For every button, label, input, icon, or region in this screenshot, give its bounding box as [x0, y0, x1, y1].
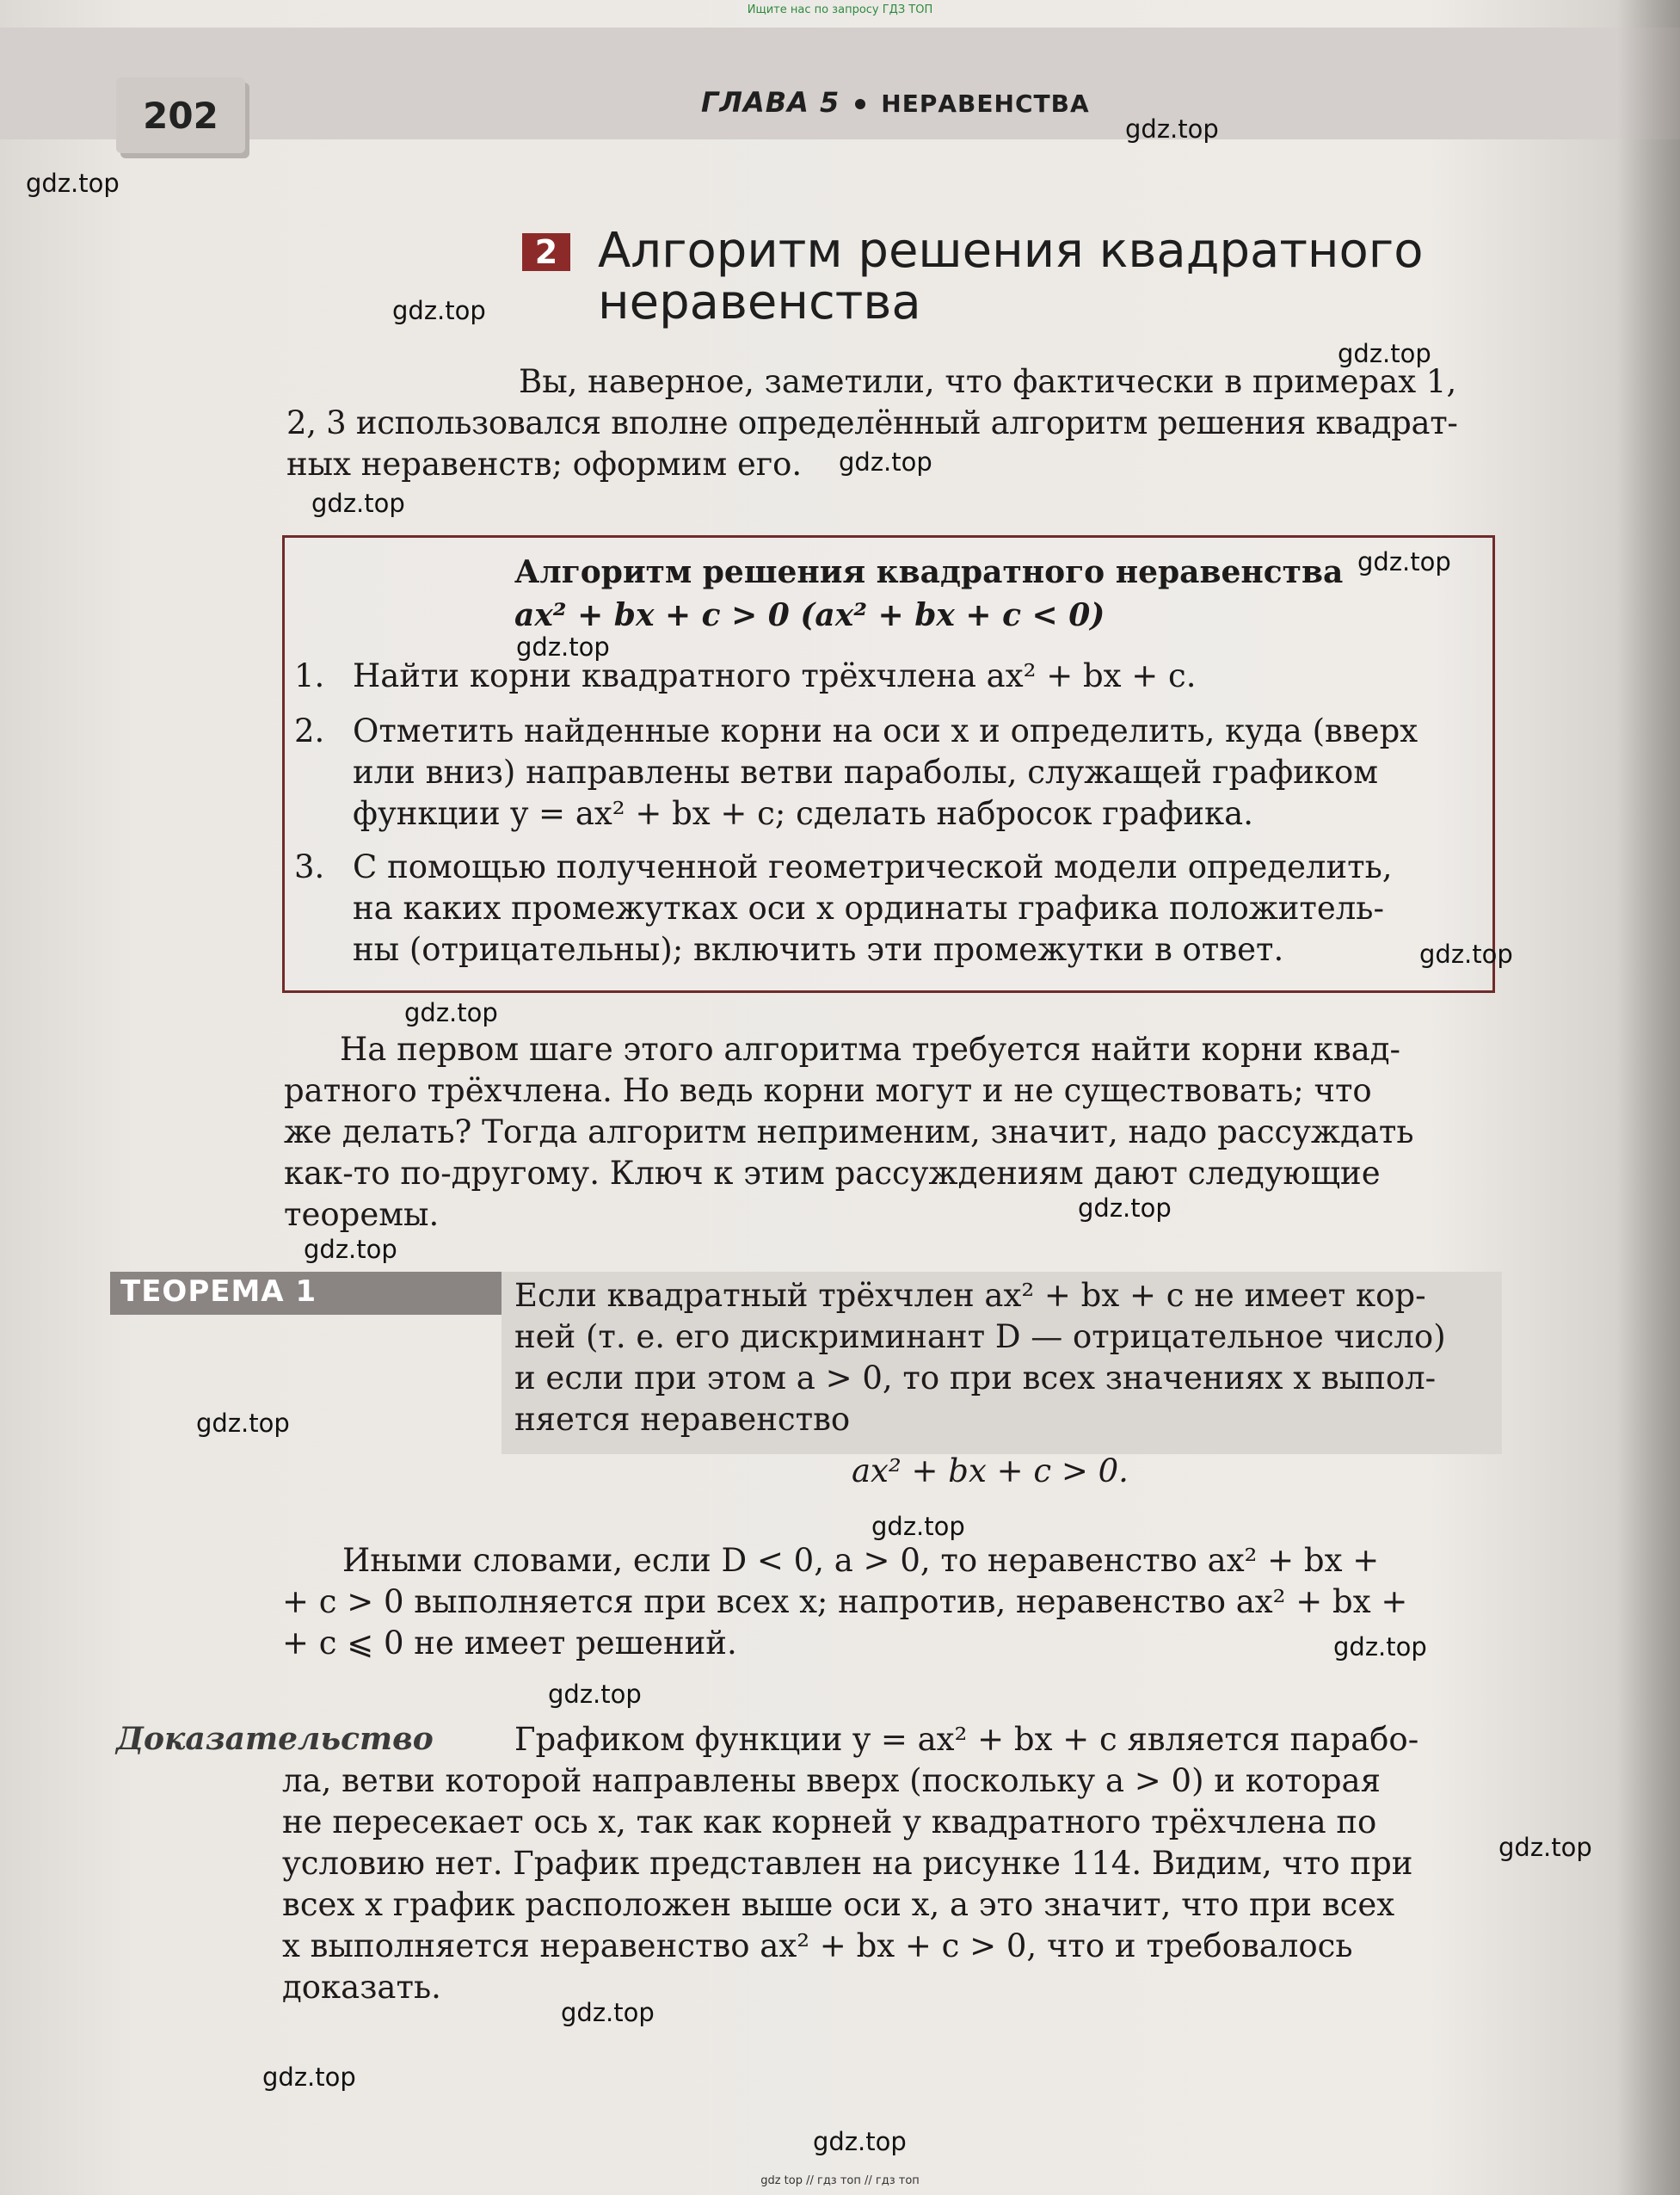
text-line: няется неравенство	[514, 1401, 851, 1438]
step-number: 1.	[294, 657, 325, 694]
watermark: gdz.top	[561, 1998, 655, 2027]
text-line: Если квадратный трёхчлен ax² + bx + c не имеет кор-	[514, 1277, 1426, 1314]
step-line: или вниз) направлены ветви параболы, служащей графиком	[353, 754, 1379, 791]
watermark: gdz.top	[1125, 114, 1219, 144]
watermark: gdz.top	[262, 2062, 356, 2092]
section-title-line: неравенства	[598, 274, 921, 330]
text-line: ла, ветви которой направлены вверх (поскольку a > 0) и которая	[282, 1762, 1381, 1799]
chapter-header	[701, 86, 1090, 119]
step-line: на каких промежутках оси x ординаты графика положитель-	[353, 890, 1384, 927]
text-line: + c > 0 выполняется при всех x; напротив, неравенство ax² + bx +	[282, 1583, 1408, 1620]
watermark: gdz.top	[26, 169, 120, 198]
text-line: доказать.	[282, 1969, 441, 2006]
text-line: не пересекает ось x, так как корней у квадратного трёхчлена по	[282, 1803, 1377, 1840]
theorem-text	[514, 1275, 1499, 1440]
text-line: Иными словами, если D < 0, a > 0, то неравенство ax² + bx +	[342, 1542, 1380, 1579]
bleed-through	[138, 241, 147, 275]
text-line: условию нет. График представлен на рисунке 114. Видим, что при	[282, 1845, 1413, 1882]
algorithm-step	[353, 656, 1197, 697]
text-line: 2, 3 использовался вполне определённый алгоритм решения квадрат-	[286, 404, 1458, 441]
watermark: gdz.top	[839, 447, 932, 477]
step-line: функции y = ax² + bx + c; сделать набросок графика.	[353, 795, 1254, 832]
watermark: gdz.top	[1357, 547, 1451, 576]
bottom-note: gdz top // гдз топ // гдз топ	[760, 2174, 920, 2187]
watermark: gdz.top	[1498, 1833, 1592, 1862]
watermark: gdz.top	[196, 1409, 290, 1438]
text-line: всех x график расположен выше оси x, а это значит, что при всех	[282, 1886, 1395, 1923]
page-number: 202	[116, 77, 245, 153]
proof-text	[282, 1719, 1499, 2008]
algorithm-heading	[514, 551, 1343, 637]
step-line: С помощью полученной геометрической модели определить,	[353, 848, 1393, 885]
text-line: Вы, наверное, заметили, что фактически в примерах 1,	[519, 363, 1457, 400]
watermark: gdz.top	[404, 998, 498, 1027]
watermark: gdz.top	[304, 1235, 397, 1264]
text-line: На первом шаге этого алгоритма требуется найти корни квад-	[340, 1031, 1401, 1068]
text-line: ных неравенств; оформим его.	[286, 446, 803, 483]
step-line: Отметить найденные корни на оси x и определить, куда (вверх	[353, 712, 1418, 749]
header-band	[0, 28, 1680, 139]
section-title-line: Алгоритм решения квадратного	[598, 223, 1424, 279]
text-line: x выполняется неравенство ax² + bx + c > 0, что и требовалось	[282, 1927, 1353, 1964]
text-line: как-то по-другому. Ключ к этим рассуждениям дают следующие	[284, 1155, 1381, 1192]
watermark: gdz.top	[871, 1512, 965, 1541]
text-line: ней (т. е. его дискриминант D — отрицательное число)	[514, 1318, 1446, 1355]
step-number: 2.	[294, 712, 325, 749]
chapter-title: НЕРАВЕНСТВА	[881, 89, 1090, 118]
bullet-icon	[855, 99, 865, 109]
top-note: Ищите нас по запросу ГДЗ ТОП	[747, 3, 933, 16]
text-line: ратного трёхчлена. Но ведь корни могут и не существовать; что	[284, 1072, 1372, 1109]
algorithm-step	[353, 711, 1418, 835]
text-line: же делать? Тогда алгоритм неприменим, значит, надо рассуждать	[284, 1113, 1414, 1150]
theorem-formula: ax² + bx + c > 0.	[852, 1452, 1129, 1489]
watermark: gdz.top	[813, 2127, 907, 2156]
proof-label: Доказательство	[116, 1721, 434, 1757]
first-step-paragraph	[284, 1029, 1497, 1236]
step-line: ны (отрицательны); включить эти промежутки в ответ.	[353, 931, 1284, 968]
theorem-label: ТЕОРЕМА 1	[120, 1274, 317, 1309]
watermark: gdz.top	[548, 1680, 642, 1709]
step-number: 3.	[294, 848, 325, 885]
watermark: gdz.top	[516, 632, 610, 662]
watermark: gdz.top	[1419, 940, 1513, 969]
algorithm-formula: ax² + bx + c > 0 (ax² + bx + c < 0)	[514, 597, 1105, 633]
text-line: + c ⩽ 0 не имеет решений.	[282, 1625, 737, 1662]
watermark: gdz.top	[1078, 1193, 1172, 1223]
section-title	[598, 225, 1424, 329]
algorithm-step	[353, 847, 1393, 971]
section-number: 2	[522, 233, 570, 271]
step-line: Найти корни квадратного трёхчлена ax² + bx + c.	[353, 657, 1197, 694]
text-line: теоремы.	[284, 1196, 440, 1233]
text-line: и если при этом a > 0, то при всех значениях x выпол-	[514, 1360, 1437, 1397]
watermark: gdz.top	[1333, 1632, 1427, 1662]
restatement-paragraph	[282, 1540, 1499, 1664]
book-spine-shadow	[1617, 0, 1680, 2195]
algorithm-title: Алгоритм решения квадратного неравенства	[514, 554, 1344, 590]
watermark: gdz.top	[1338, 339, 1431, 368]
text-line: Графиком функции y = ax² + bx + c является парабо-	[514, 1721, 1419, 1758]
watermark: gdz.top	[392, 296, 486, 325]
chapter-label: ГЛАВА 5	[701, 86, 840, 119]
watermark: gdz.top	[311, 489, 405, 518]
